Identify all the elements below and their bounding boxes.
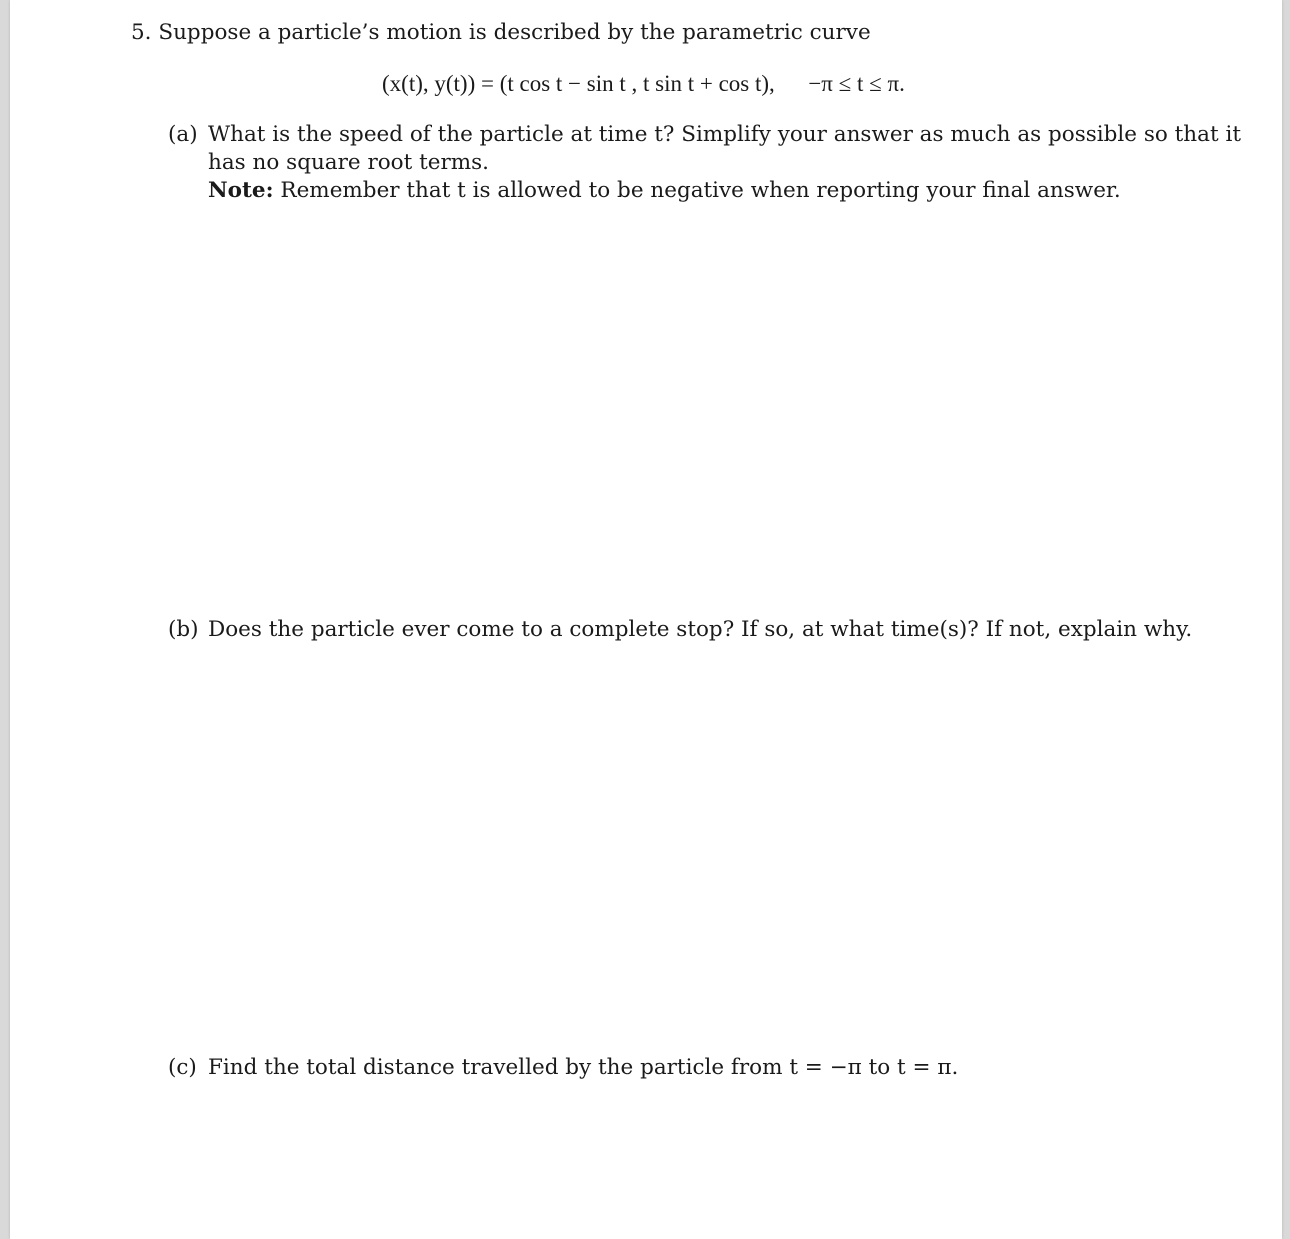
part-c-line	[168, 1054, 958, 1082]
part-a-label: (a)	[168, 122, 198, 147]
problem-number: 5.	[131, 20, 152, 45]
part-a-line2	[208, 149, 489, 177]
part-c-question: Find the total distance travelled by the particle from t = −π to t = π.	[208, 1055, 959, 1080]
part-a-line1	[168, 121, 1241, 149]
parametric-equation	[382, 70, 905, 98]
part-b-question: Does the particle ever come to a complete stop? If so, at what time(s)? If not, explain why.	[208, 617, 1193, 642]
part-a-question: What is the speed of the particle at time t? Simplify your answer as much as possible so that it	[208, 122, 1241, 147]
part-c-label: (c)	[168, 1055, 197, 1080]
equation-range: −π ≤ t ≤ π.	[808, 71, 905, 96]
part-b-line	[168, 616, 1192, 644]
part-a-question-cont: has no square root terms.	[208, 150, 489, 175]
note-text: Remember that t is allowed to be negative when reporting your final answer.	[280, 178, 1121, 203]
part-b-label: (b)	[168, 617, 199, 642]
note-label: Note:	[208, 178, 274, 203]
problem-intro-line	[131, 19, 871, 47]
part-a-note	[208, 177, 1121, 205]
problem-intro: Suppose a particle’s motion is described by the parametric curve	[158, 20, 871, 45]
document-page	[10, 0, 1282, 1239]
equation-main: (x(t), y(t)) = (t cos t − sin t , t sin t + cos t),	[382, 71, 775, 96]
